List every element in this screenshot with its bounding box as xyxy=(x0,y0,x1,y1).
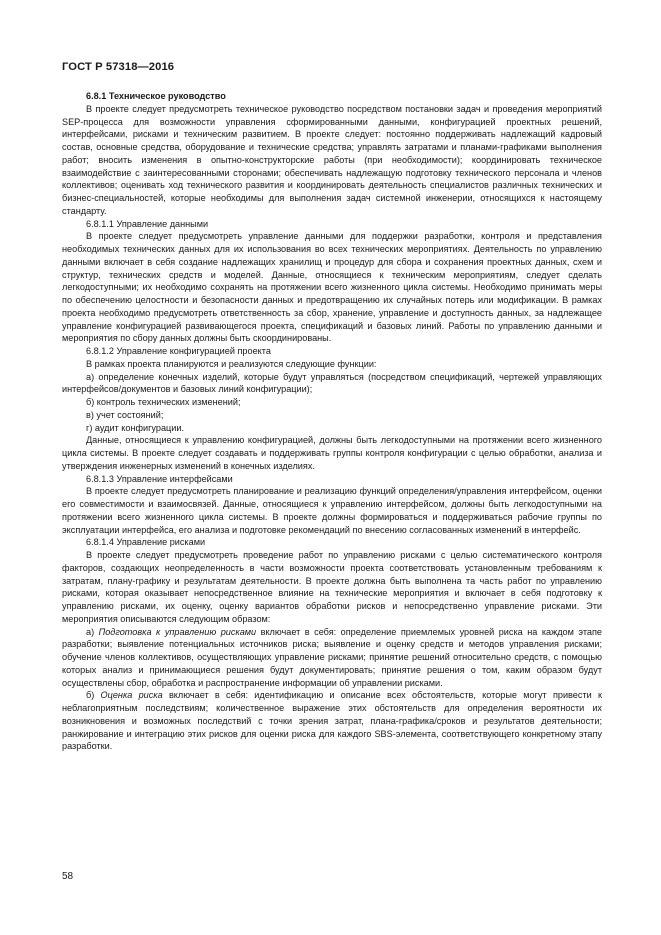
list-item-a xyxy=(62,626,602,690)
list-item: б) контроль технических изменений; xyxy=(86,397,241,407)
list-item-prefix: б) xyxy=(86,690,101,701)
paragraph: В проекте следует предусмотреть техническое руководство посредством постановки задач и проведения мероприятий SEP-процесса для возможности управления сформированными данными, конфигурацией проектных решений, интерфейсами, рисками и техническим развитием. В проекте следует: постоянно поддерживать надлежащий кадровый состав, основные средства, оборудование и технические средства; управлять затратами и планами-графиками выполнения работ; вносить изменения в опытно-конструкторские работы (при необходимости); координировать техническое взаимодействие с заинтересованными сторонами; обеспечивать надлежащую подготовку технического персонала и членов коллективов; оценивать ход технического развития и координировать деятельность специалистов различных технических и бизнес-специальностей, которые необходимы для выполнения задач системной инженерии, относящихся к настоящему стандарту. xyxy=(62,103,602,216)
list-item-term: Оценка риска xyxy=(100,690,163,701)
list-item: а) определение конечных изделий, которые будут управляться (посредством спецификаций, чертежей управляющих интерфейсов/документов и базовых линий конфигурации); xyxy=(62,371,602,395)
subsection-title: 6.8.1.2 Управление конфигурацией проекта xyxy=(86,346,271,356)
subsection-title: 6.8.1.1 Управление данными xyxy=(86,218,209,229)
list-item-b xyxy=(62,689,602,753)
list-item-prefix: а) xyxy=(86,626,99,637)
paragraph: В рамках проекта планируются и реализуются следующие функции: xyxy=(86,358,377,369)
paragraph: Данные, относящиеся к управлению конфигурацией, должны быть легкодоступными на протяжении всего жизненного цикла системы. В проекте следует создавать и поддерживать группы контроля конфигурации с целью обработки, анализа и утверждения инженерных изменений в конечных изделиях. xyxy=(62,435,602,471)
section-title: 6.8.1 Техническое руководство xyxy=(86,91,226,101)
document-body xyxy=(62,90,602,753)
list-item: г) аудит конфигурации. xyxy=(86,422,184,433)
paragraph: В проекте следует предусмотреть проведение работ по управлению рисками с целью систематического контроля факторов, создающих неопределенность в части возможности проекта соответствовать установленным требованиям к затратам, плану-графику и результатам деятельности. В проекте должна быть выполнена та часть работ по управлению рисками, которая оказывает непосредственное влияние на технические мероприятия и включает в себя подготовку к управлению рисками, их оценку, оценку вариантов обработки рисков и непосредственно управление рисками. Эти мероприятия описываются следующим образом: xyxy=(62,550,602,624)
paragraph: В проекте следует предусмотреть планирование и реализацию функций определения/управления интерфейсом, оценки его совместимости и взаимосвязей. Данные, относящиеся к управлению интерфейсом, должны быть легкодоступными на протяжении всего жизненного цикла системы. В проекте должны формироваться и поддерживаться рабочие группы по эксплуатации интерфейса, его анализа и подготовке рекомендаций по внесению согласованных изменений в интерфейс. xyxy=(62,486,602,535)
subsection-title: 6.8.1.3 Управление интерфейсами xyxy=(86,473,233,484)
list-item: в) учет состояний; xyxy=(86,409,164,420)
page-number: 58 xyxy=(62,871,74,882)
subsection-title: 6.8.1.4 Управление рисками xyxy=(86,537,206,548)
list-item-text: включает в себя: идентификацию и описание всех обстоятельств, которые могут привести к неблагоприятным последствиям; количественное выражение этих обстоятельств для определения вероятности их возникновения и возможных последствий с точки зрения затрат, плана-графика/сроков и результатов деятельности; ранжирование и интеграцию этих рисков для оценки риска для каждого SBS-элемента, соответствующего конкретному этапу разработки. xyxy=(62,690,602,752)
list-item-text: включает в себя: определение приемлемых уровней риска на каждом этапе разработки; выявление потенциальных источников риска; выявление и оценку средств и методов управления рисками; обучение членов коллективов, осуществляющих управление рисками; принятие решений относительно средств, с помощью которых анализ и принимающиеся решения будут документировать; принятие решения о том, каким образом будут осуществлены сбор, обработка и распространение информации об управлении рисками. xyxy=(62,626,602,688)
list-item-term: Подготовка к управлению рисками xyxy=(98,626,257,637)
document-header: ГОСТ Р 57318—2016 xyxy=(62,61,175,73)
paragraph: В проекте следует предусмотреть управление данными для поддержки разработки, контроля и представления необходимых технических данных для их использования во всех технических мероприятиях. Деятельность по управлению данными включает в себя создание надлежащих хранилищ и процедур для сбора и сохранения проектных данных, схем и структур, технических средств и моделей. Данные, относящиеся к техническим мероприятиям, следует сделать легкодоступными; их необходимо сохранять на протяжении всего жизненного цикла системы. Необходимо принимать меры по обеспечению целостности и безопасности данных и предотвращению их случайных потерь или модификации. В рамках проекта необходимо предусмотреть ответственность за сбор, хранение, управление и доступность данных, за надлежащее управление конфигурацией развивающегося проекта, спецификаций и базовых линий. Работы по управлению данными и мероприятия по сбору данных должны быть скоординированы. xyxy=(62,231,602,344)
